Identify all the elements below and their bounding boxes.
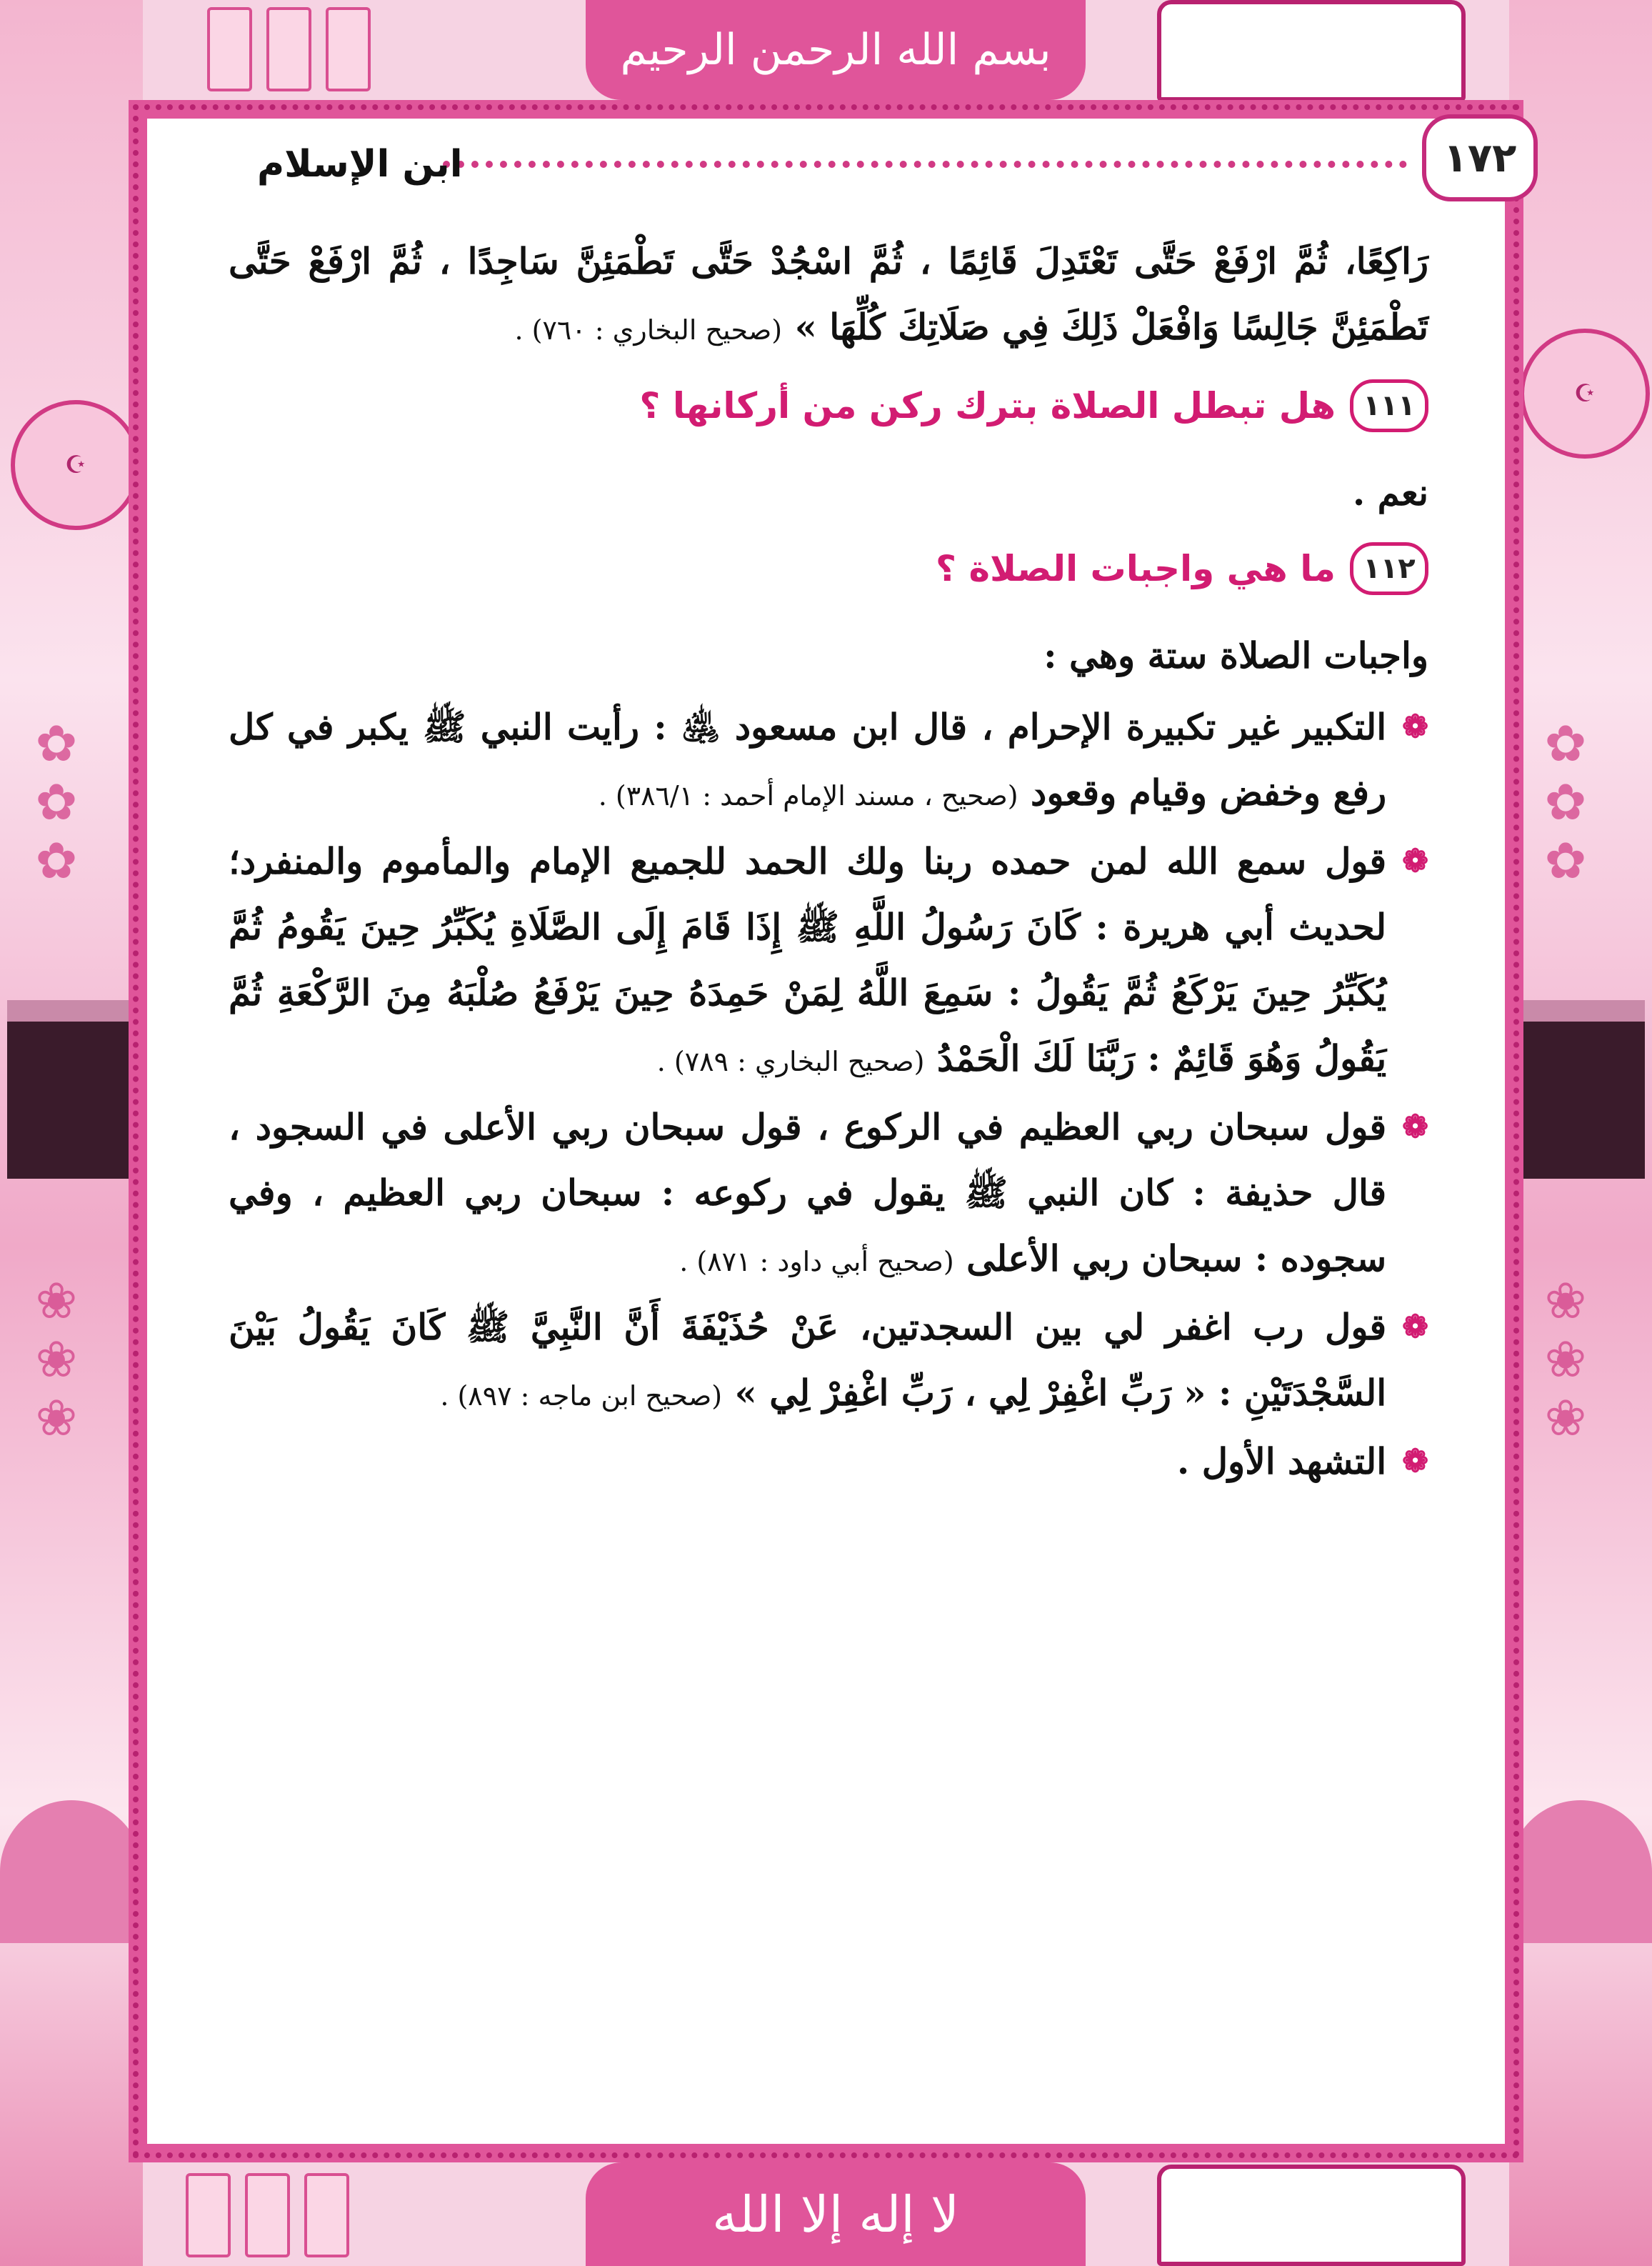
open-book-icon-bottom — [1157, 2165, 1466, 2266]
question-text: هل تبطل الصلاة بترك ركن من أركانها ؟ — [639, 385, 1336, 426]
list-item — [229, 829, 1428, 1094]
shahada-text: لا إله إلا الله — [712, 2185, 959, 2244]
bullet-icon: ❁ — [1402, 709, 1428, 745]
list-item — [229, 1294, 1428, 1429]
bullet-icon: ❁ — [1402, 1109, 1428, 1145]
hadith-text: رَاكِعًا، ثُمَّ ارْفَعْ حَتَّى تَعْتَدِلَ قَائِمًا ، ثُمَّ اسْجُدْ حَتَّى تَطْمَئِنَّ سَاجِدًا ، ثُمَّ ارْفَعْ حَتَّى تَطْمَئِنَّ جَالِسًا وَافْعَلْ ذَلِكَ فِي صَلَاتِكَ كُلِّهَا » — [229, 240, 1429, 348]
calligraphy-left: ✿✿✿ — [27, 714, 86, 890]
list-item-text: قول سبحان ربي العظيم في الركوع ، قول سبحان ربي الأعلى في السجود ، قال حذيفة : كان النبي ﷺ يقول في ركوعه : سبحان ربي العظيم ، وفي سجوده : سبحان ربي الأعلى — [229, 1106, 1387, 1279]
list-item — [229, 1429, 1428, 1494]
header-divider — [443, 161, 1407, 168]
citation: (صحيح ابن ماجه : ٨٩٧) . — [440, 1380, 723, 1412]
right-border-decoration — [1509, 0, 1652, 2266]
mosque-dome-left — [0, 1800, 143, 1943]
citation: (صحيح البخاري : ٧٨٩) . — [656, 1046, 925, 1077]
list-item-text: التشهد الأول . — [1176, 1440, 1387, 1482]
calligraphy-right-2: ❀❀❀ — [1536, 1272, 1595, 1447]
citation: (صحيح أبي داود : ٨٧١) . — [679, 1246, 954, 1277]
question-number-badge: ١١١ — [1350, 379, 1428, 432]
citation: (صحيح ، مسند الإمام أحمد : ٣٨٦/١) . — [598, 780, 1018, 812]
page-body — [229, 229, 1428, 2129]
bullet-icon: ❁ — [1402, 843, 1428, 879]
calligraphy-right: ✿✿✿ — [1536, 714, 1595, 890]
calligraphy-left-2: ❀❀❀ — [27, 1272, 86, 1447]
paragraph — [229, 229, 1428, 363]
mosque-dome-right — [1509, 1800, 1652, 1943]
medallion-left: ☪ — [11, 400, 141, 530]
list-item — [229, 694, 1428, 829]
answer-intro: واجبات الصلاة ستة وهي : — [1043, 634, 1428, 677]
open-book-icon — [1157, 0, 1466, 101]
basmala-text: بسم الله الرحمن الرحيم — [620, 25, 1051, 75]
candles-icon — [207, 7, 379, 93]
list-item — [229, 1094, 1428, 1294]
top-calligraphy-banner — [586, 0, 1086, 100]
answer-111: نعم . — [1352, 471, 1428, 514]
left-border-decoration — [0, 0, 143, 2266]
question-text: ما هي واجبات الصلاة ؟ — [936, 548, 1336, 589]
citation: (صحيح البخاري : ٧٦٠) . — [514, 314, 783, 346]
list-item-text: قول سمع الله لمن حمده ربنا ولك الحمد للجميع الإمام والمأموم والمنفرد؛ لحديث أبي هريرة : كَانَ رَسُولُ اللَّهِ ﷺ إِذَا قَامَ إِلَى الصَّلَاةِ يُكَبِّرُ حِينَ يَقُومُ ثُمَّ يُكَبِّرُ حِينَ يَرْكَعُ ثُمَّ يَقُولُ : سَمِعَ اللَّهُ لِمَنْ حَمِدَهُ حِينَ يَرْفَعُ صُلْبَهُ مِنَ الرَّكْعَةِ ثُمَّ يَقُولُ وَهُوَ قَائِمٌ : رَبَّنَا لَكَ الْحَمْدُ — [229, 840, 1387, 1079]
candles-icon-bottom — [186, 2173, 357, 2259]
page-number: ١٧٢ — [1422, 114, 1538, 201]
kaaba-image-left — [7, 1000, 136, 1179]
kaaba-image-right — [1516, 1000, 1645, 1179]
question-112 — [229, 536, 1428, 602]
bullet-icon: ❁ — [1402, 1443, 1428, 1479]
running-title: ابن الإسلام — [257, 143, 463, 186]
list-item-text: قول رب اغفر لي بين السجدتين، عَنْ حُذَيْفَةَ أَنَّ النَّبِيَّ ﷺ كَانَ يَقُولُ بَيْنَ السَّجْدَتَيْنِ : « رَبِّ اغْفِرْ لِي ، رَبِّ اغْفِرْ لِي » — [229, 1306, 1387, 1414]
question-111 — [229, 373, 1428, 439]
question-number-badge: ١١٢ — [1350, 542, 1428, 595]
list-item-text: التكبير غير تكبيرة الإحرام ، قال ابن مسعود ﵁ : رأيت النبي ﷺ يكبر في كل رفع وخفض وقيام وقعود — [229, 706, 1387, 814]
medallion-right: ☪ — [1520, 329, 1650, 459]
bullet-icon: ❁ — [1402, 1309, 1428, 1345]
bottom-calligraphy-banner — [586, 2162, 1086, 2266]
